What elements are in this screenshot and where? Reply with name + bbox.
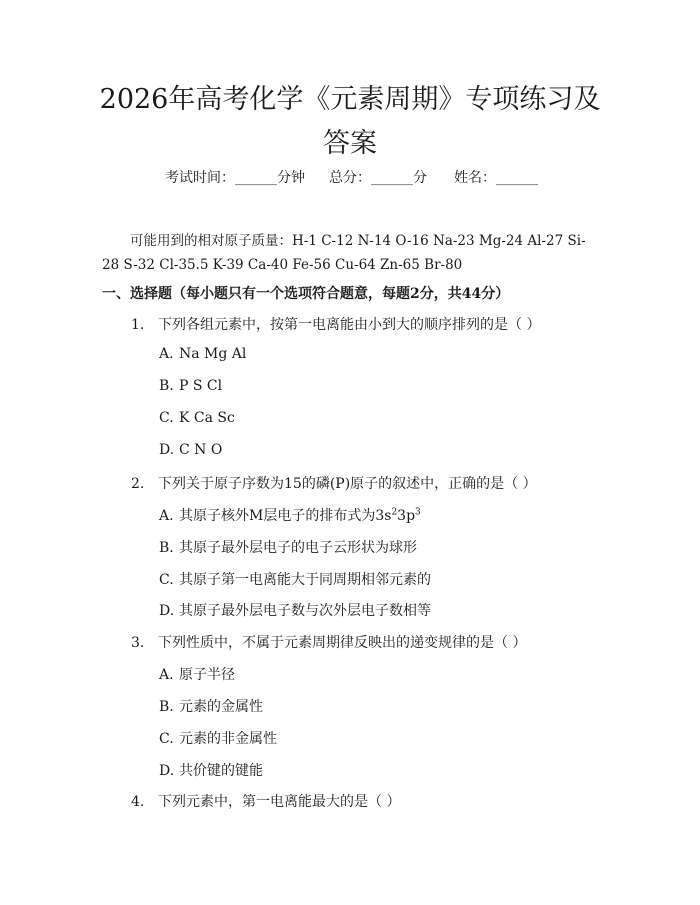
question-text: 下列关于原子序数为15的磷(P)原子的叙述中，正确的是（ ）: [158, 476, 537, 492]
option-text: 原子半径: [179, 667, 235, 683]
question-number: 3.: [131, 635, 145, 651]
option-label: B.: [159, 540, 174, 556]
question-number: 1.: [131, 317, 145, 333]
question-1: [131, 314, 540, 334]
option-text: P S Cl: [179, 378, 223, 394]
section-heading-multiple-choice: 一、选择题（每小题只有一个选项符合题意，每题2分，共44分）: [102, 286, 510, 302]
question-3-option-a[interactable]: [159, 664, 235, 684]
option-text: K Ca Sc: [179, 410, 235, 426]
option-label: B.: [159, 378, 174, 394]
question-2-option-b[interactable]: [159, 537, 417, 557]
question-3-option-b[interactable]: [159, 696, 263, 716]
option-label: A.: [159, 667, 174, 683]
page-title: 2026年高考化学《元素周期》专项练习及答案: [99, 84, 601, 159]
option-label: D.: [159, 442, 175, 458]
option-label: D.: [159, 603, 175, 619]
question-1-option-d[interactable]: [159, 442, 222, 458]
question-1-option-b[interactable]: [159, 378, 222, 394]
question-text: 下列各组元素中，按第一电离能由小到大的顺序排列的是（ ）: [158, 317, 541, 333]
question-2: [131, 473, 537, 493]
question-1-option-c[interactable]: [159, 410, 235, 426]
option-label: A.: [159, 346, 174, 362]
atomic-mass-note: 可能用到的相对原子质量：H-1 C-12 N-14 O-16 Na-23 Mg-24 Al-27 Si-28 S-32 Cl-35.5 K-39 Ca-40 Fe-56 Cu-64 Zn-65 Br-80: [102, 233, 586, 273]
option-text: 其原子最外层电子数与次外层电子数相等: [179, 603, 431, 619]
question-3: [131, 632, 526, 652]
option-label: A.: [159, 508, 174, 524]
option-text: 元素的金属性: [179, 699, 263, 715]
question-1-option-a[interactable]: [159, 346, 246, 362]
student-name-field: 姓名：______: [454, 170, 538, 186]
question-3-option-c[interactable]: [159, 728, 277, 748]
question-number: 2.: [131, 476, 145, 492]
question-2-option-c[interactable]: [159, 569, 431, 589]
question-text: 下列性质中，不属于元素周期律反映出的递变规律的是（ ）: [158, 635, 527, 651]
question-2-option-d[interactable]: [159, 600, 431, 620]
option-label: D.: [159, 763, 175, 779]
option-text: 其原子最外层电子的电子云形状为球形: [179, 540, 417, 556]
option-text: Na Mg Al: [179, 346, 247, 362]
total-score-field: 总分：______分: [329, 170, 427, 186]
exam-time-field: 考试时间：______分钟: [165, 170, 305, 186]
question-number: 4.: [131, 794, 145, 810]
option-text: 其原子核外M层电子的排布式为$3s^23p^3$: [179, 507, 421, 524]
option-text: 其原子第一电离能大于同周期相邻元素的: [179, 572, 431, 588]
option-text: 共价键的键能: [179, 763, 263, 779]
question-2-option-a[interactable]: [159, 505, 421, 525]
option-text: 元素的非金属性: [179, 731, 277, 747]
option-label: C.: [159, 572, 174, 588]
option-label: C.: [159, 731, 174, 747]
question-text: 下列元素中，第一电离能最大的是（ ）: [158, 794, 401, 810]
option-label: B.: [159, 699, 174, 715]
option-label: C.: [159, 410, 174, 426]
question-3-option-d[interactable]: [159, 760, 263, 780]
option-text: C N O: [179, 442, 223, 458]
question-4: [131, 791, 400, 811]
